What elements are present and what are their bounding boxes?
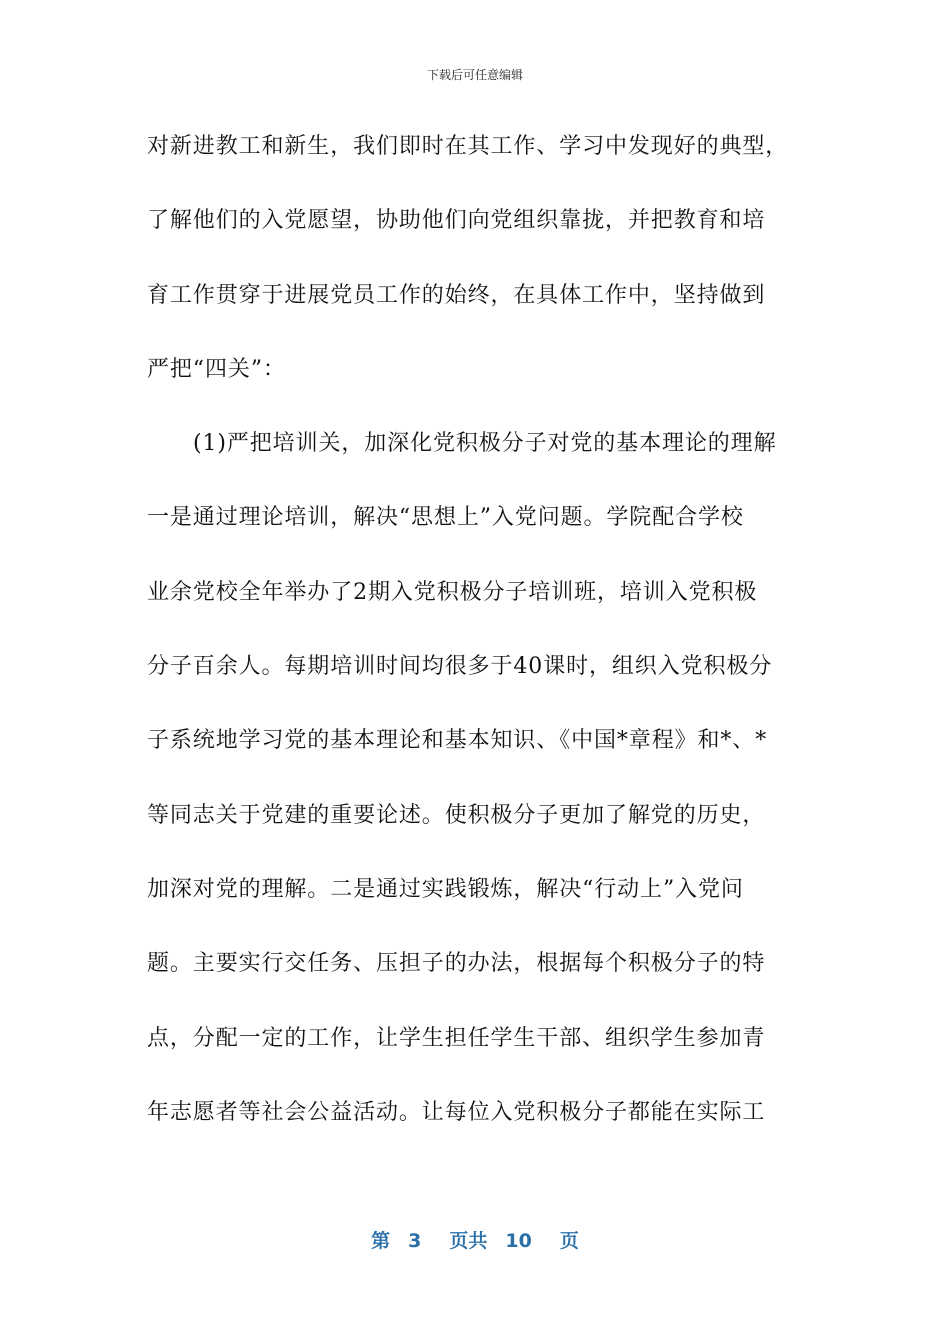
body-line: 一是通过理论培训，解决“思想上”入党问题。学院配合学校 (147, 505, 744, 531)
page-footer (0, 1226, 950, 1253)
body-line: 题。主要实行交任务、压担子的办法，根据每个积极分子的特 (147, 951, 766, 977)
body-line: 加深对党的理解。二是通过实践锻炼，解决“行动上”入党问 (147, 876, 744, 902)
footer-prefix: 第 (371, 1230, 391, 1252)
body-line: 业余党校全年举办了2期入党积极分子培训班，培训入党积极 (147, 579, 758, 605)
body-line: 年志愿者等社会公益活动。让每位入党积极分子都能在实际工 (147, 1099, 766, 1125)
body-line: 子系统地学习党的基本理论和基本知识、《中国*章程》和*、* (147, 728, 768, 754)
body-line: 对新进教工和新生，我们即时在其工作、学习中发现好的典型， (147, 134, 789, 159)
body-line: 点，分配一定的工作，让学生担任学生干部、组织学生参加青 (147, 1025, 766, 1051)
body-line: 了解他们的入党愿望，协助他们向党组织靠拢，并把教育和培 (147, 208, 766, 234)
current-page-number: 3 (408, 1230, 422, 1252)
footer-middle: 页共 (449, 1230, 488, 1252)
header-note: 下载后可任意编辑 (426, 68, 523, 82)
document-body (147, 110, 811, 1150)
footer-suffix: 页 (559, 1230, 579, 1252)
total-pages-number: 10 (505, 1230, 532, 1252)
body-line: 分子百余人。每期培训时间均很多于40课时，组织入党积极分 (147, 654, 773, 680)
body-line: 严把“四关”： (147, 356, 286, 382)
body-line: 等同志关于党建的重要论述。使积极分子更加了解党的历史， (147, 802, 766, 828)
body-line: 育工作贯穿于进展党员工作的始终，在具体工作中，坚持做到 (147, 282, 766, 308)
section-heading: (1)严把培训关，加深化党积极分子对党的基本理论的理解 (193, 431, 777, 457)
